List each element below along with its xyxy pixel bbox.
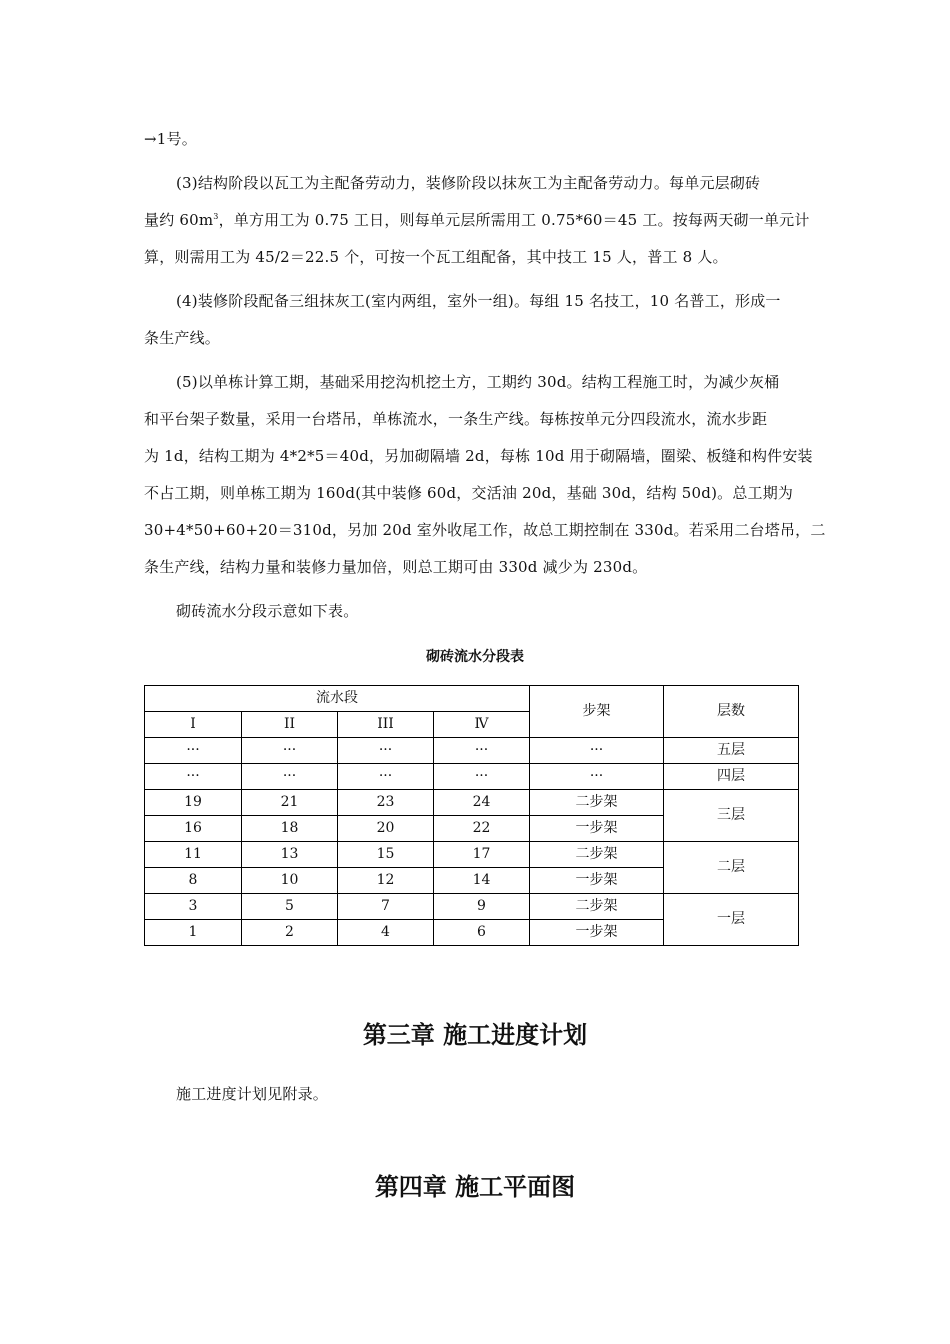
paragraph-line: 30+4*50+60+20＝310d，另加 20d 室外收尾工作，故总工期控制在 330d。若采用二台塔吊，二 xyxy=(144,521,826,539)
floor-cell: 一层 xyxy=(664,894,799,946)
table-row xyxy=(145,764,799,790)
flow-section-table xyxy=(144,685,799,946)
paragraph-line: (3)结构阶段以瓦工为主配备劳动力，装修阶段以抹灰工为主配备劳动力。每单元层砌砖 xyxy=(176,174,761,192)
table-row xyxy=(145,738,799,764)
step-cell: 二步架 xyxy=(530,894,664,920)
floor-cell: 二层 xyxy=(664,842,799,894)
paragraph-line: →1号。 xyxy=(144,130,197,148)
table-cell: ··· xyxy=(530,764,664,790)
paragraph-line: 施工进度计划见附录。 xyxy=(176,1085,329,1103)
table-cell: 11 xyxy=(145,842,242,868)
table-row xyxy=(145,842,799,868)
step-cell: 一步架 xyxy=(530,816,664,842)
table-cell: 15 xyxy=(338,842,434,868)
table-cell: ··· xyxy=(434,764,530,790)
table-cell: 24 xyxy=(434,790,530,816)
step-cell: 一步架 xyxy=(530,868,664,894)
paragraph-line: 和平台架子数量，采用一台塔吊，单栋流水，一条生产线。每栋按单元分四段流水，流水步距 xyxy=(144,410,768,428)
table-cell: ··· xyxy=(434,738,530,764)
chapter-4-title: 第四章 施工平面图 xyxy=(374,1173,576,1201)
table-row xyxy=(145,894,799,920)
step-cell: 二步架 xyxy=(530,842,664,868)
floor-cell: 五层 xyxy=(664,738,799,764)
floor-cell: 三层 xyxy=(664,790,799,842)
step-cell: 一步架 xyxy=(530,920,664,946)
table-cell: 19 xyxy=(145,790,242,816)
step-cell: 二步架 xyxy=(530,790,664,816)
table-cell: 14 xyxy=(434,868,530,894)
table-caption: 砌砖流水分段表 xyxy=(426,649,524,665)
paragraph-line: 不占工期，则单栋工期为 160d(其中装修 60d，交活油 20d，基础 30d，结构 50d)。总工期为 xyxy=(144,484,794,502)
paragraph-line: 条生产线，结构力量和装修力量加倍，则总工期可由 330d 减少为 230d。 xyxy=(144,558,648,576)
table-cell: 10 xyxy=(242,868,338,894)
table-cell: ··· xyxy=(338,738,434,764)
paragraph-line: (5)以单栋计算工期，基础采用挖沟机挖土方，工期约 30d。结构工程施工时，为减少灰桶 xyxy=(176,373,780,391)
table-cell: 3 xyxy=(145,894,242,920)
table-cell: 9 xyxy=(434,894,530,920)
paragraph-line: (4)装修阶段配备三组抹灰工(室内两组，室外一组)。每组 15 名技工，10 名普工，形成一 xyxy=(176,292,781,310)
paragraph-line: 砌砖流水分段示意如下表。 xyxy=(176,602,359,620)
table-cell: 16 xyxy=(145,816,242,842)
paragraph-line: 为 1d，结构工期为 4*2*5＝40d，另加砌隔墙 2d，每栋 10d 用于砌隔墙，圈梁、板缝和构件安装 xyxy=(144,447,813,465)
table-cell: 12 xyxy=(338,868,434,894)
table-cell: 18 xyxy=(242,816,338,842)
table-cell: 7 xyxy=(338,894,434,920)
table-cell: ··· xyxy=(530,738,664,764)
table-cell: ··· xyxy=(338,764,434,790)
header-section: III xyxy=(338,712,434,738)
table-cell: 4 xyxy=(338,920,434,946)
table-cell: 13 xyxy=(242,842,338,868)
table-row xyxy=(145,790,799,816)
chapter-3-title: 第三章 施工进度计划 xyxy=(362,1021,588,1049)
table-cell: 5 xyxy=(242,894,338,920)
table-cell: 17 xyxy=(434,842,530,868)
table-cell: 20 xyxy=(338,816,434,842)
table-cell: 8 xyxy=(145,868,242,894)
table-cell: ··· xyxy=(145,738,242,764)
header-section: I xyxy=(145,712,242,738)
header-section: II xyxy=(242,712,338,738)
table-cell: 22 xyxy=(434,816,530,842)
paragraph-line xyxy=(144,209,810,230)
paragraph-line: 算，则需用工为 45/2＝22.5 个，可按一个瓦工组配备，其中技工 15 人，普工 8 人。 xyxy=(144,248,728,266)
paragraph-line: 条生产线。 xyxy=(144,329,221,347)
header-step: 步架 xyxy=(530,686,664,738)
superscript: 3 xyxy=(213,212,219,221)
table-cell: 23 xyxy=(338,790,434,816)
floor-cell: 四层 xyxy=(664,764,799,790)
text-span: 量约 60m xyxy=(144,211,214,229)
text-span: ，单方用工为 0.75 工日，则每单元层所需用工 0.75*60＝45 工。按每两天砌一单元计 xyxy=(218,211,810,229)
table-cell: ··· xyxy=(145,764,242,790)
header-section: Ⅳ xyxy=(434,712,530,738)
table-cell: ··· xyxy=(242,738,338,764)
table-cell: ··· xyxy=(242,764,338,790)
table-cell: 6 xyxy=(434,920,530,946)
table-cell: 2 xyxy=(242,920,338,946)
table-cell: 1 xyxy=(145,920,242,946)
header-flow-section: 流水段 xyxy=(145,686,530,712)
table-cell: 21 xyxy=(242,790,338,816)
header-floor: 层数 xyxy=(664,686,799,738)
